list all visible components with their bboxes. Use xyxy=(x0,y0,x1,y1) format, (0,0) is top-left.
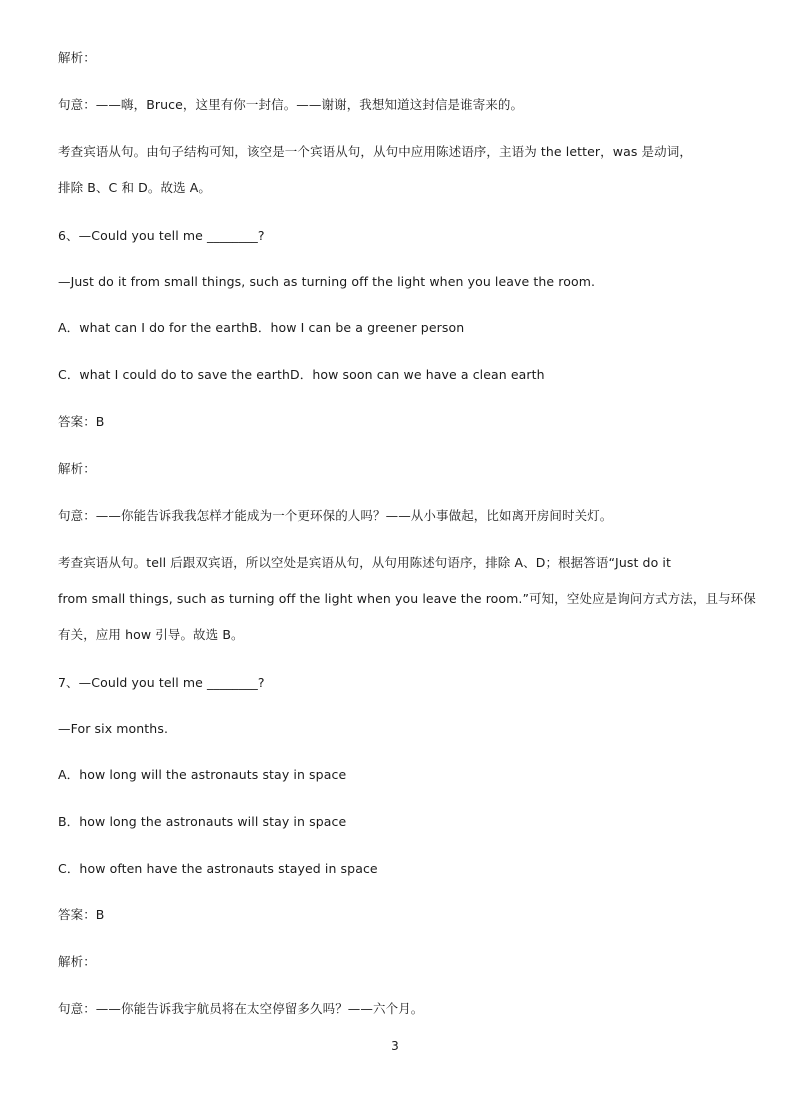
question-6-reply: —Just do it from small things, such as turning off the light when you leave the room. xyxy=(58,274,596,289)
sentence-meaning-7: 句意：——你能告诉我宇航员将在太空停留多久吗？——六个月。 xyxy=(58,1001,424,1016)
explanation-6-line-1: 考查宾语从句。tell 后跟双宾语，所以空处是宾语从句，从句用陈述句语序，排除 A、D；根据答语“Just do it xyxy=(58,555,671,570)
question-7-option-c: C．how often have the astronauts stayed in space xyxy=(58,861,378,876)
question-7-reply: —For six months. xyxy=(58,721,169,736)
explanation-6-line-3: 有关，应用 how 引导。故选 B。 xyxy=(58,627,244,642)
analysis-label: 解析： xyxy=(58,461,96,476)
question-6-options-ab: A．what can I do for the earthB．how I can be a greener person xyxy=(58,320,465,335)
answer-7: 答案：B xyxy=(58,907,105,922)
answer-6: 答案：B xyxy=(58,414,105,429)
explanation-5-line-2: 排除 B、C 和 D。故选 A。 xyxy=(58,180,211,195)
question-7-option-a: A．how long will the astronauts stay in space xyxy=(58,767,347,782)
question-7-option-b: B．how long the astronauts will stay in space xyxy=(58,814,347,829)
question-6-prompt: 6、—Could you tell me ________? xyxy=(58,228,265,243)
page-number: 3 xyxy=(391,1039,399,1053)
question-6-options-cd: C．what I could do to save the earthD．how soon can we have a clean earth xyxy=(58,367,545,382)
analysis-label: 解析： xyxy=(58,50,96,65)
explanation-5-line-1: 考查宾语从句。由句子结构可知，该空是一个宾语从句，从句中应用陈述语序，主语为 the letter，was 是动词， xyxy=(58,144,692,159)
question-7-prompt: 7、—Could you tell me ________? xyxy=(58,675,265,690)
sentence-meaning-6: 句意：——你能告诉我我怎样才能成为一个更环保的人吗？——从小事做起，比如离开房间时关灯。 xyxy=(58,508,613,523)
explanation-6-line-2: from small things, such as turning off the light when you leave the room.”可知，空处应是询问方式方法，且与环保 xyxy=(58,591,756,606)
analysis-label: 解析： xyxy=(58,954,96,969)
sentence-meaning-5: 句意：——嗨，Bruce，这里有你一封信。——谢谢，我想知道这封信是谁寄来的。 xyxy=(58,97,524,112)
